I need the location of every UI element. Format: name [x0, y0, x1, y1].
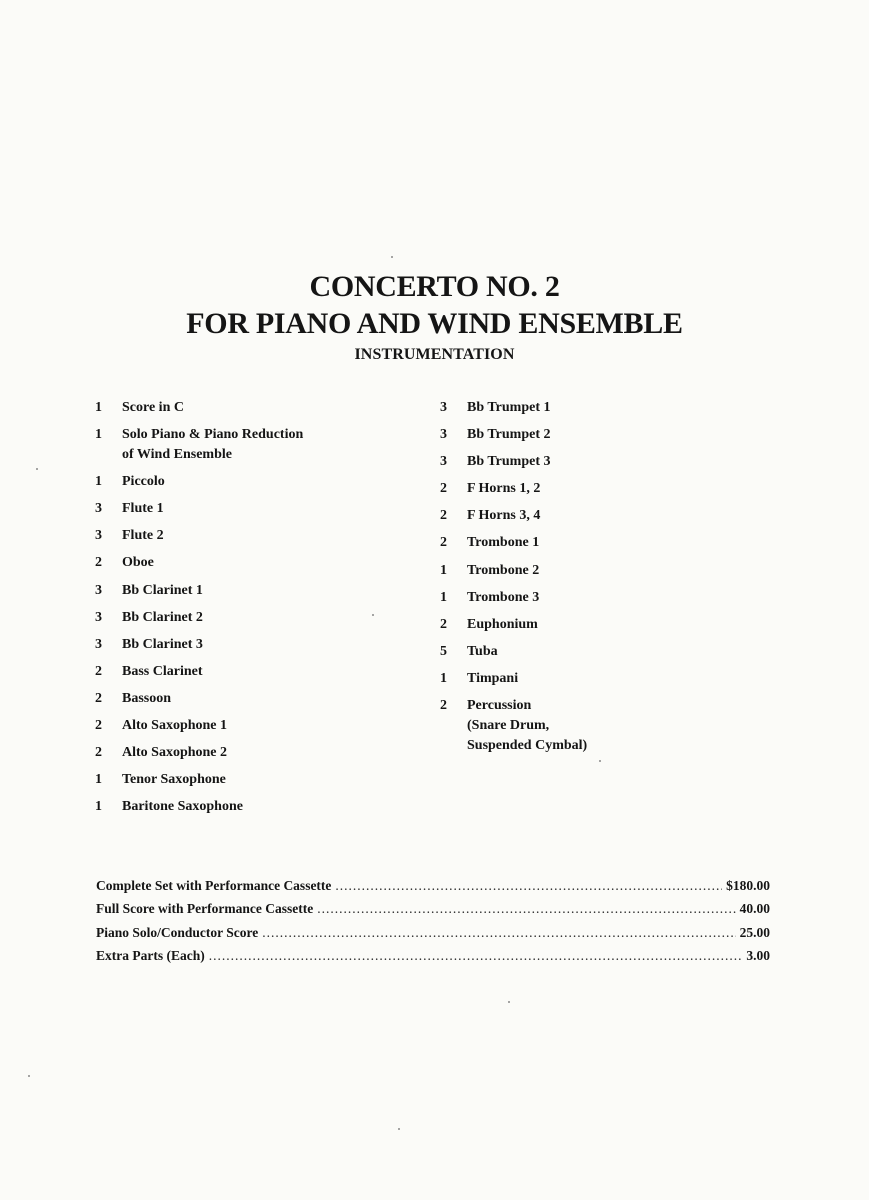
instrument-item [440, 561, 740, 581]
instrument-name: Oboe [122, 555, 154, 571]
instrument-item [95, 662, 415, 682]
instrument-item [95, 608, 415, 628]
instrument-name: Bb Clarinet 3 [122, 636, 203, 652]
instrument-name: Baritone Saxophone [122, 799, 243, 815]
scan-speck [599, 760, 601, 762]
instrument-name: Timpani [467, 670, 519, 686]
instrument-item [440, 615, 740, 635]
instrument-item [440, 669, 740, 689]
instrument-qty: 1 [95, 799, 102, 815]
instrument-note: Suspended Cymbal) [467, 738, 588, 754]
instrument-item [440, 642, 740, 662]
instrument-qty: 2 [95, 663, 102, 679]
price-value: 3.00 [746, 947, 770, 963]
scan-speck [391, 256, 393, 258]
instrument-qty: 3 [440, 427, 447, 443]
instrument-note: (Snare Drum, [467, 718, 550, 734]
price-value: 40.00 [739, 901, 770, 917]
instrument-name: Alto Saxophone 2 [122, 745, 228, 761]
instrument-list-right [440, 398, 740, 763]
instrument-item [95, 425, 415, 465]
scan-speck [398, 1128, 400, 1130]
instrument-qty: 1 [440, 670, 447, 686]
title-line-1: CONCERTO NO. 2 [309, 270, 560, 303]
instrument-list-left [95, 398, 415, 824]
instrument-qty: 2 [440, 481, 447, 497]
title-line-2: FOR PIANO AND WIND ENSEMBLE [186, 307, 683, 340]
price-row [96, 924, 770, 942]
instrument-qty: 3 [95, 528, 102, 544]
instrument-name: Euphonium [467, 616, 538, 632]
instrument-item [95, 526, 415, 546]
instrument-item [440, 452, 740, 472]
instrument-qty: 3 [95, 501, 102, 517]
instrument-name: Bb Trumpet 3 [467, 454, 551, 470]
instrument-name: Bb Trumpet 1 [467, 400, 551, 415]
instrument-item [95, 581, 415, 601]
instrument-qty: 2 [95, 745, 102, 761]
instrument-item [95, 553, 415, 573]
instrument-name: Tuba [467, 643, 498, 659]
price-label: Piano Solo/Conductor Score [96, 924, 259, 940]
price-label: Extra Parts (Each) [96, 947, 205, 963]
instrument-item [440, 533, 740, 553]
dot-leader [262, 924, 735, 942]
title-block [0, 268, 869, 365]
instrument-qty: 3 [95, 609, 102, 625]
instrument-qty: 2 [95, 555, 102, 571]
instrument-name: Flute 2 [122, 528, 164, 544]
dot-leader [209, 947, 743, 965]
instrument-name: Trombone 1 [467, 535, 540, 551]
instrument-name: Trombone 3 [467, 589, 540, 605]
instrument-name: Piccolo [122, 474, 165, 490]
instrument-item [95, 635, 415, 655]
scan-speck [36, 468, 38, 470]
instrument-item [95, 743, 415, 763]
instrument-name: Score in C [122, 400, 184, 415]
instrument-item [440, 588, 740, 608]
price-row [96, 947, 770, 965]
instrument-item [95, 472, 415, 492]
instrument-note: of Wind Ensemble [122, 447, 232, 463]
instrument-qty: 3 [440, 454, 447, 470]
instrument-qty: 2 [440, 508, 447, 524]
instrument-name: Bassoon [122, 690, 172, 706]
instrument-name: Bb Clarinet 2 [122, 609, 203, 625]
instrument-qty: 1 [95, 400, 102, 415]
instrument-qty: 2 [440, 616, 447, 632]
instrument-item [95, 689, 415, 709]
instrument-name: Percussion [467, 698, 532, 714]
price-value: 25.00 [739, 924, 770, 940]
instrument-qty: 2 [440, 698, 447, 714]
instrument-item [440, 425, 740, 445]
scan-speck [28, 1075, 30, 1077]
price-row [96, 877, 770, 895]
instrument-qty: 2 [95, 718, 102, 734]
instrument-qty: 3 [440, 400, 447, 415]
instrument-qty: 1 [440, 589, 447, 605]
instrument-item [95, 398, 415, 418]
instrument-name: F Horns 3, 4 [467, 508, 541, 524]
instrument-item [95, 499, 415, 519]
instrument-name: Trombone 2 [467, 562, 540, 578]
price-label: Complete Set with Performance Cassette [96, 878, 332, 893]
instrument-name: Bb Clarinet 1 [122, 582, 203, 598]
instrument-item [95, 716, 415, 736]
subtitle-instrumentation: INSTRUMENTATION [354, 346, 515, 363]
instrument-item [440, 506, 740, 526]
instrument-name: Tenor Saxophone [122, 772, 226, 788]
instrument-name: Alto Saxophone 1 [122, 718, 228, 734]
instrument-name: F Horns 1, 2 [467, 481, 541, 497]
instrument-qty: 3 [95, 582, 102, 598]
instrument-qty: 1 [95, 474, 102, 490]
instrument-name: Bb Trumpet 2 [467, 427, 551, 443]
instrument-item [440, 479, 740, 499]
instrument-qty: 1 [95, 772, 102, 788]
scan-speck [508, 1001, 510, 1003]
dot-leader [317, 900, 735, 918]
price-label: Full Score with Performance Cassette [96, 901, 314, 917]
price-row [96, 900, 770, 918]
instrument-qty: 3 [95, 636, 102, 652]
scan-speck [372, 614, 374, 616]
instrument-item [95, 797, 415, 817]
dot-leader [335, 877, 722, 895]
instrument-name: Bass Clarinet [122, 663, 203, 679]
price-list [96, 877, 770, 970]
instrument-qty: 1 [440, 562, 447, 578]
instrument-item [440, 398, 740, 418]
instrument-qty: 5 [440, 643, 447, 659]
price-value: $180.00 [726, 878, 770, 893]
instrument-name: Flute 1 [122, 501, 164, 517]
instrument-qty: 2 [440, 535, 447, 551]
instrument-qty: 1 [95, 427, 102, 443]
instrument-item [440, 696, 740, 756]
instrument-item [95, 770, 415, 790]
instrument-name: Solo Piano & Piano Reduction [122, 427, 304, 443]
instrument-qty: 2 [95, 690, 102, 706]
